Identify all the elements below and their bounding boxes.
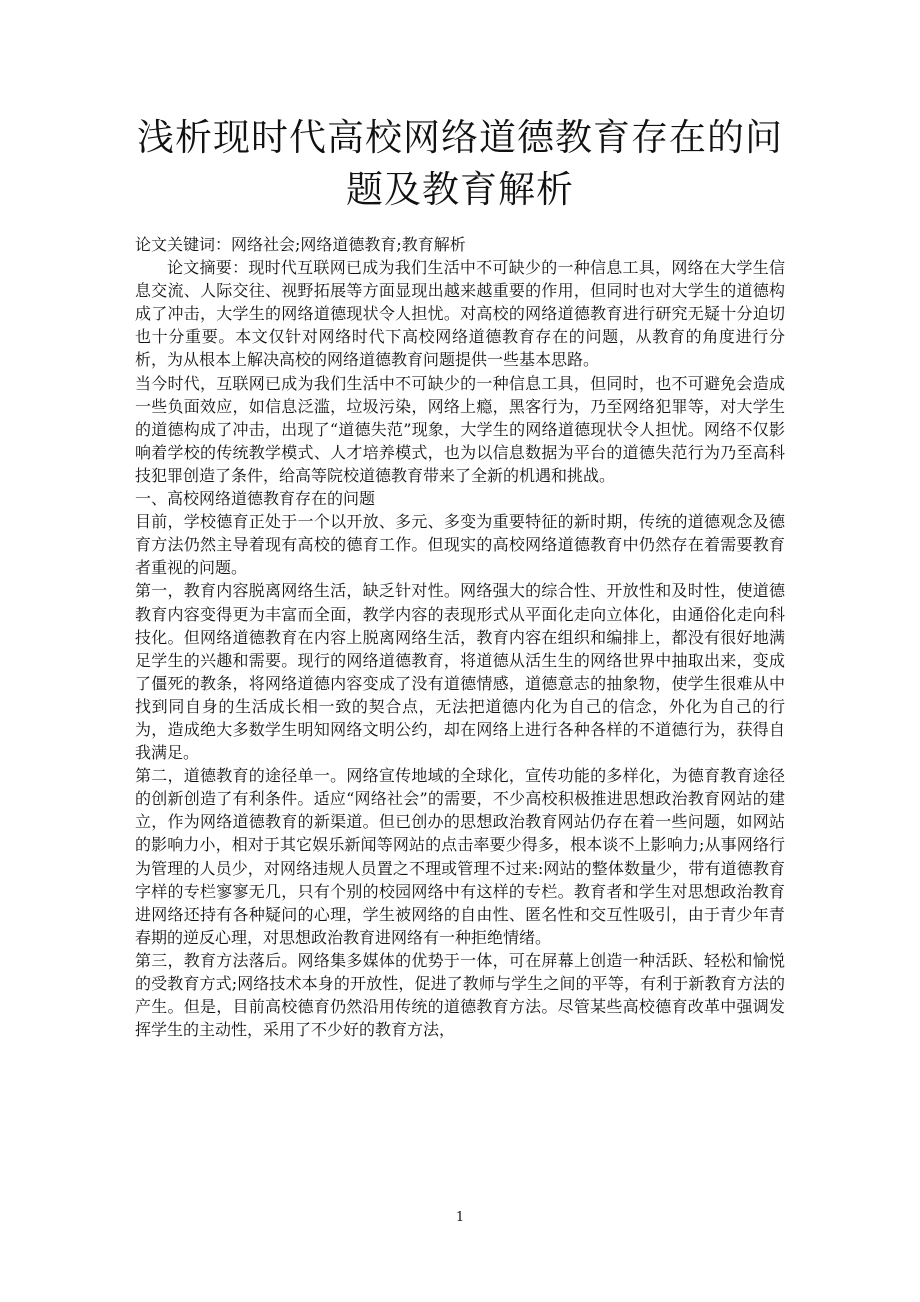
document-body (135, 233, 785, 1041)
body-paragraph: 当今时代，互联网已成为我们生活中不可缺少的一种信息工具，但同时，也不可避免会造成一些负面效应，如信息泛滥，垃圾污染，网络上瘾，黑客行为，乃至网络犯罪等，对大学生的道德构成了冲击，出现了“道德失范”现象，大学生的网络道德现状令人担忧。网络不仅影响着学校的传统教学模式、人才培养模式，也为以信息数据为平台的道德失范行为乃至高科技犯罪创造了条件，给高等院校道德教育带来了全新的机遇和挑战。 (135, 373, 785, 485)
body-paragraph: 第三，教育方法落后。网络集多媒体的优势于一体，可在屏幕上创造一种活跃、轻松和愉悦的受教育方式;网络技术本身的开放性，促进了教师与学生之间的平等，有利于新教育方法的产生。但是，目前高校德育仍然沿用传统的道德教育方法。尽管某些高校德育改革中强调发挥学生的主动性，采用了不少好的教育方法， (135, 950, 785, 1040)
abstract-paragraph: 论文摘要：现时代互联网已成为我们生活中不可缺少的一种信息工具，网络在大学生信息交流、人际交往、视野拓展等方面显现出越来越重要的作用，但同时也对大学生的道德构成了冲击，大学生的网络道德现状令人担忧。对高校的网络道德教育进行研究无疑十分迫切也十分重要。本文仅针对网络时代下高校网络道德教育存在的问题，从教育的角度进行分析，为从根本上解决高校的网络道德教育问题提供一些基本思路。 (135, 258, 785, 370)
keywords-line: 论文关键词：网络社会;网络道德教育;教育解析 (135, 235, 466, 254)
page-number: 1 (455, 1210, 465, 1225)
body-paragraph: 第二，道德教育的途径单一。网络宣传地域的全球化，宣传功能的多样化，为德育教育途径的创新创造了有利条件。适应“网络社会”的需要，不少高校积极推进思想政治教育网站的建立，作为网络道德教育的新渠道。但已创办的思想政治教育网站仍存在着一些问题，如网站的影响力小，相对于其它娱乐新闻等网站的点击率要少得多，根本谈不上影响力;从事网络行为管理的人员少，对网络违规人员置之不理或管理不过来:网站的整体数量少，带有道德教育字样的专栏寥寥无几，只有个别的校园网络中有这样的专栏。教育者和学生对思想政治教育进网络还持有各种疑问的心理，学生被网络的自由性、匿名性和交互性吸引，由于青少年青春期的逆反心理，对思想政治教育进网络有一种拒绝情绪。 (135, 766, 785, 947)
body-paragraph: 第一，教育内容脱离网络生活，缺乏针对性。网络强大的综合性、开放性和及时性，使道德教育内容变得更为丰富而全面，教学内容的表现形式从平面化走向立体化，由通俗化走向科技化。但网络道德教育在内容上脱离网络生活，教育内容在组织和编排上，都没有很好地满足学生的兴趣和需要。现行的网络道德教育，将道德从活生生的网络世界中抽取出来，变成了僵死的教条，将网络道德内容变成了没有道德情感，道德意志的抽象物，使学生很难从中找到同自身的生活成长相一致的契合点，无法把道德内化为自己的信念，外化为自己的行为，造成绝大多数学生明知网络文明公约，却在网络上进行各种各样的不道德行为，获得自我满足。 (135, 581, 785, 763)
section-heading: 一、高校网络道德教育存在的问题 (135, 489, 376, 509)
body-paragraph: 目前，学校德育正处于一个以开放、多元、多变为重要特征的新时期，传统的道德观念及德育方法仍然主导着现有高校的德育工作。但现实的高校网络道德教育中仍然存在着需要教育者重视的问题。 (135, 512, 785, 578)
document-title: 浅析现时代高校网络道德教育存在的问题及教育解析 (137, 116, 783, 211)
